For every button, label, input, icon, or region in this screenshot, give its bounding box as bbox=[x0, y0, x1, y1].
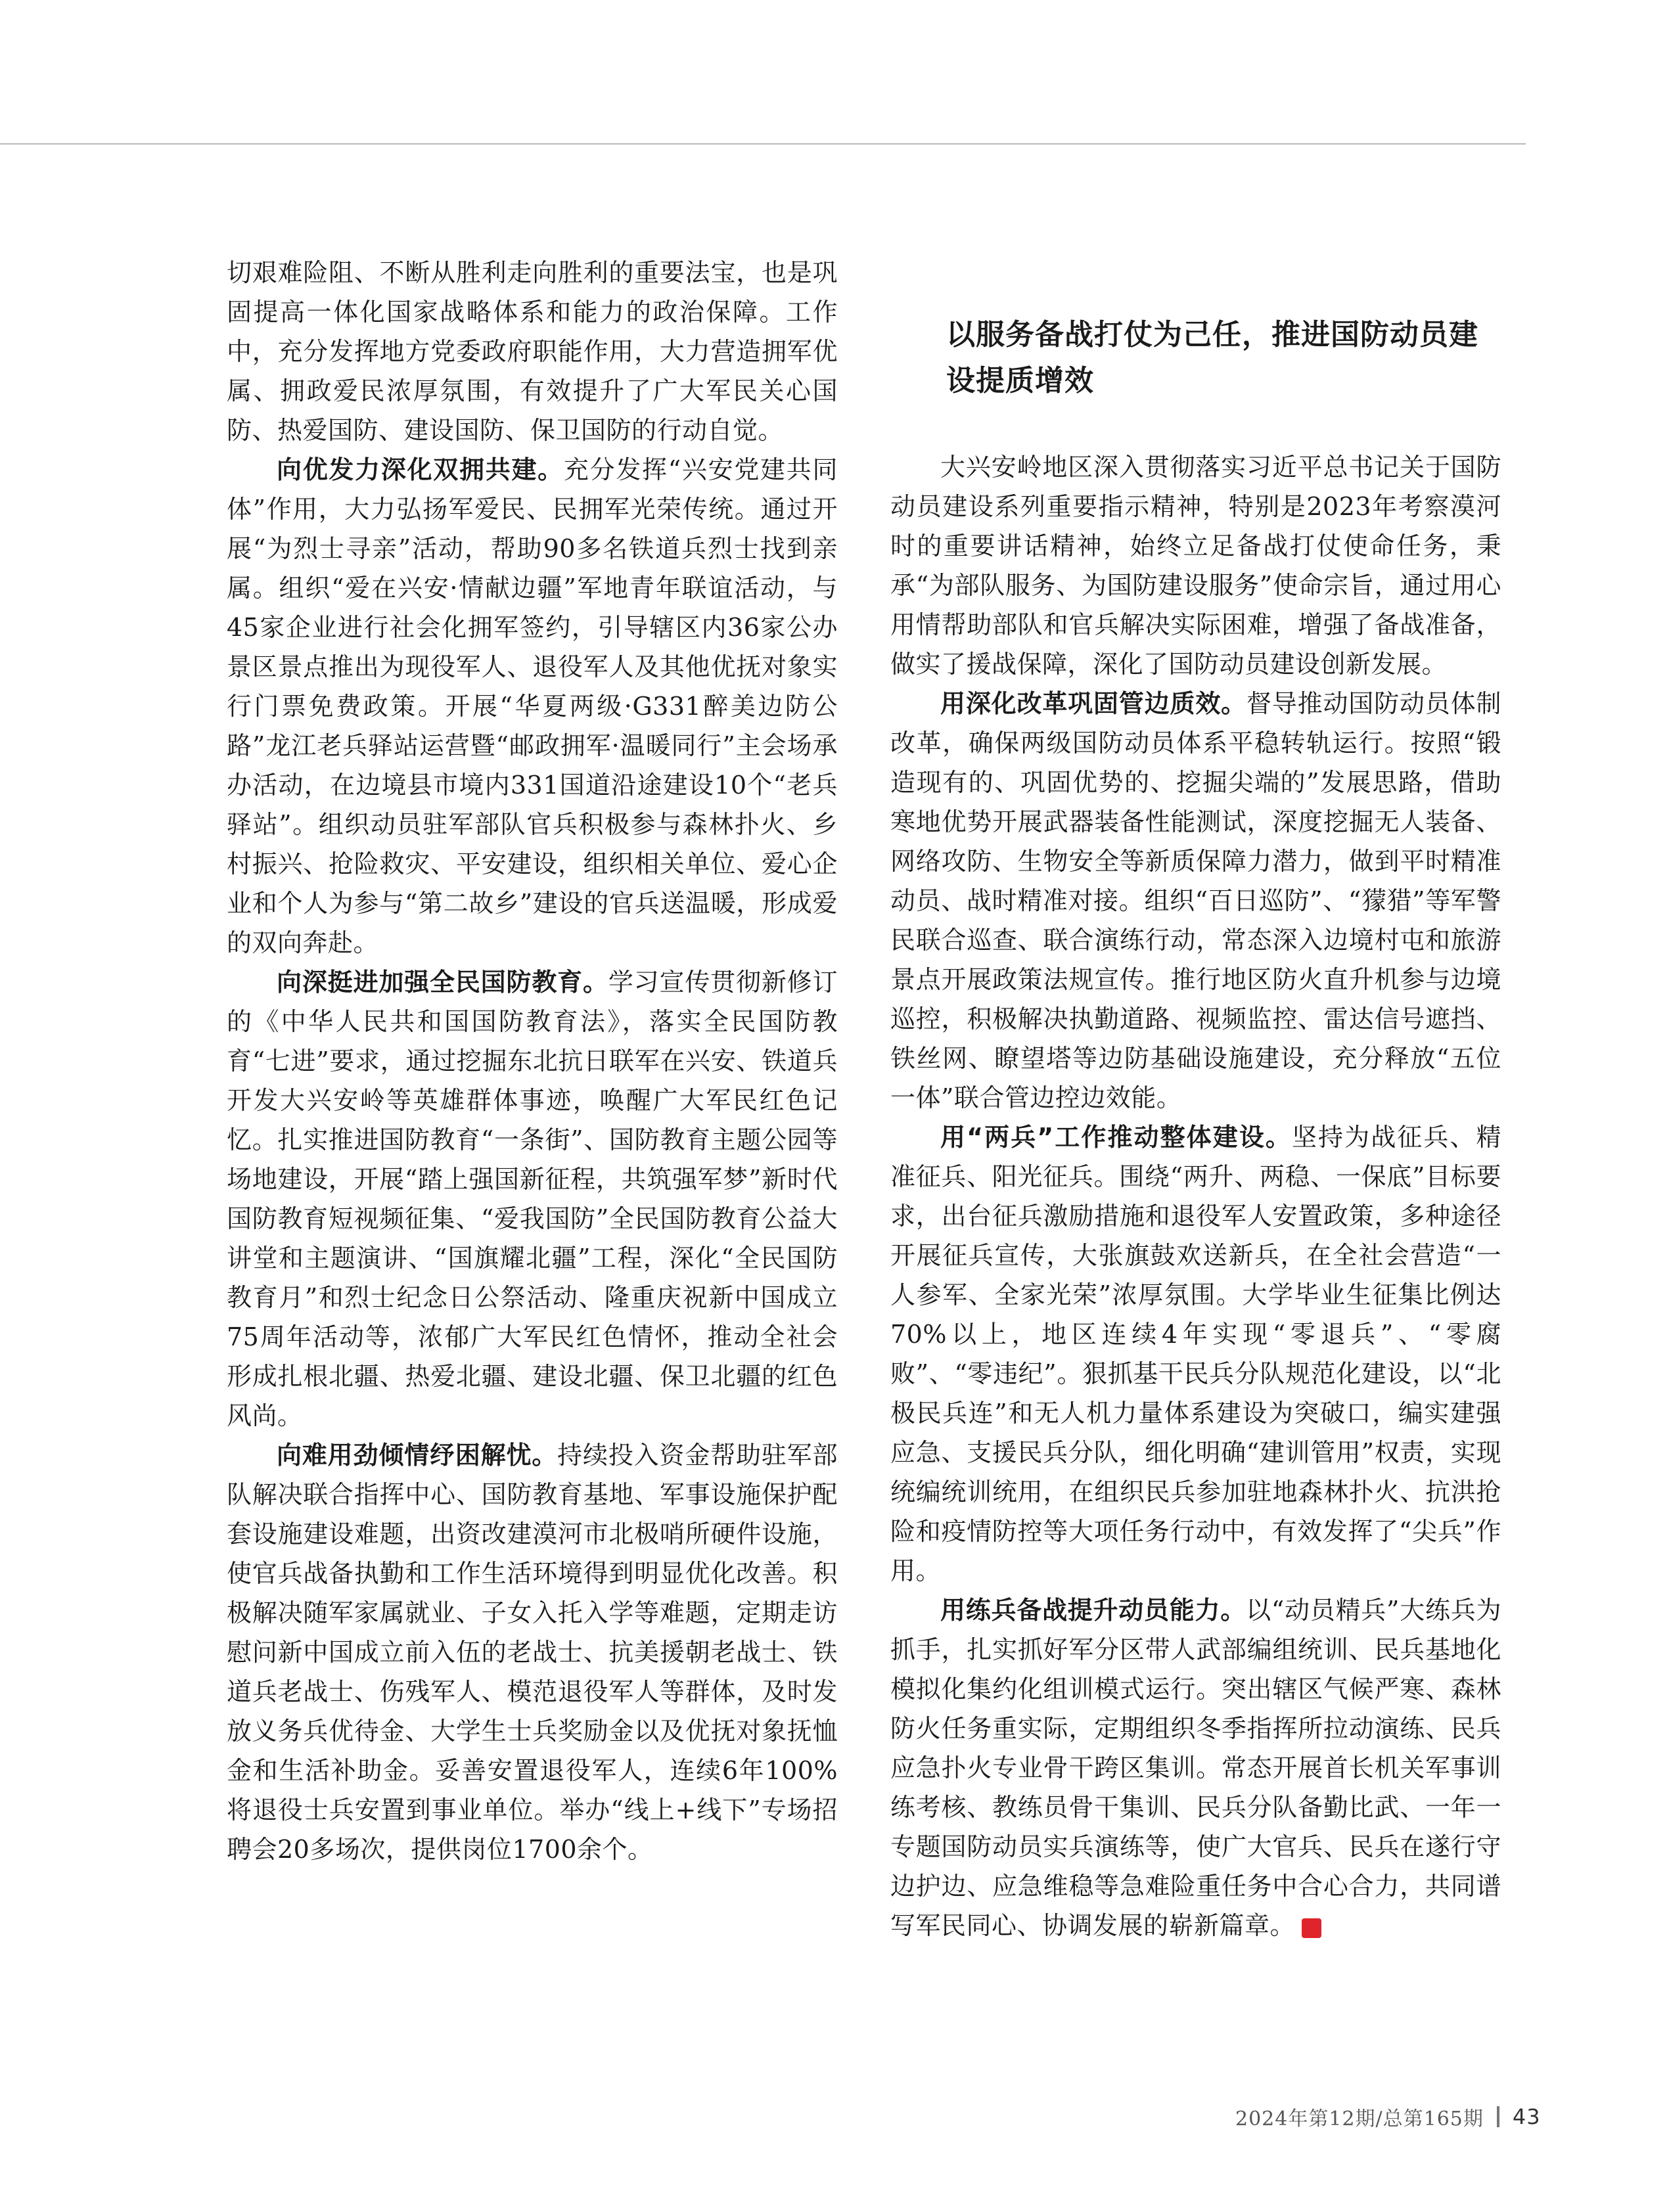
paragraph-lead: 用深化改革巩固管边质效。 bbox=[940, 689, 1246, 718]
paragraph-text: 督导推动国防动员体制改革，确保两级国防动员体系平稳转轨运行。按照“锻造现有的、巩固优势的、挖掘尖端的”发展思路，借助寒地优势开展武器装备性能测试，深度挖掘无人装备、网络攻防、生物安全等新质保障力潜力，做到平时精准动员、战时精准对接。组织“百日巡防”、“獴猎”等军警民联合巡查、联合演练行动，常态深入边境村屯和旅游景点开展政策法规宣传。推行地区防火直升机参与边境巡控，积极解决执勤道路、视频监控、雷达信号遮挡、铁丝网、瞭望塔等边防基础设施建设，充分释放“五位一体”联合管边控边效能。 bbox=[890, 689, 1501, 1112]
paragraph-text: 坚持为战征兵、精准征兵、阳光征兵。围绕“两升、两稳、一保底”目标要求，出台征兵激励措施和退役军人安置政策，多种途径开展征兵宣传，大张旗鼓欢送新兵，在全社会营造“一人参军、全家光荣”浓厚氛围。大学毕业生征集比例达70%以上，地区连续4年实现“零退兵”、“零腐败”、“零违纪”。狠抓基干民兵分队规范化建设，以“北极民兵连”和无人机力量体系建设为突破口，编实建强应急、支援民兵分队，细化明确“建训管用”权责，实现统编统训统用，在组织民兵参加驻地森林扑火、抗洪抢险和疫情防控等大项任务行动中，有效发挥了“尖兵”作用。 bbox=[890, 1123, 1501, 1585]
paragraph bbox=[890, 1117, 1501, 1591]
paragraph-text: 持续投入资金帮助驻军部队解决联合指挥中心、国防教育基地、军事设施保护配套设施建设难题，出资改建漠河市北极哨所硬件设施，使官兵战备执勤和工作生活环境得到明显优化改善。积极解决随军家属就业、子女入托入学等难题，定期走访慰问新中国成立前入伍的老战士、抗美援朝老战士、铁道兵老战士、伤残军人、模范退役军人等群体，及时发放义务兵优待金、大学生士兵奖励金以及优抚对象抚恤金和生活补助金。妥善安置退役军人，连续6年100%将退役士兵安置到事业单位。举办“线上+线下”专场招聘会20多场次，提供岗位1700余个。 bbox=[227, 1441, 838, 1864]
section-heading: 以服务备战打仗为己任，推进国防动员建设提质增效 bbox=[946, 318, 1478, 397]
paragraph bbox=[890, 1591, 1501, 1945]
footer-separator bbox=[1497, 2106, 1499, 2127]
left-column bbox=[227, 253, 838, 1869]
page-footer bbox=[1235, 2102, 1541, 2131]
paragraph-text: 学习宣传贯彻新修订的《中华人民共和国国防教育法》，落实全民国防教育“七进”要求，通过挖掘东北抗日联军在兴安、铁道兵开发大兴安岭等英雄群体事迹，唤醒广大军民红色记忆。扎实推进国防教育“一条街”、国防教育主题公园等场地建设，开展“踏上强国新征程，共筑强军梦”新时代国防教育短视频征集、“爱我国防”全民国防教育公益大讲堂和主题演讲、“国旗耀北疆”工程，深化“全民国防教育月”和烈士纪念日公祭活动、隆重庆祝新中国成立75周年活动等，浓郁广大军民红色情怀，推动全社会形成扎根北疆、热爱北疆、建设北疆、保卫北疆的红色风尚。 bbox=[227, 968, 838, 1430]
paragraph bbox=[227, 962, 838, 1435]
paragraph-lead: 向深挺进加强全民国防教育。 bbox=[277, 968, 608, 997]
paragraph-lead: 向难用劲倾情纾困解忧。 bbox=[277, 1441, 558, 1470]
header-rule bbox=[0, 143, 1526, 145]
paragraph-lead: 向优发力深化双拥共建。 bbox=[277, 455, 564, 484]
issue-label: 2024年第12期/总第165期 bbox=[1235, 2108, 1484, 2131]
page-number: 43 bbox=[1512, 2104, 1541, 2129]
paragraph-lead: 用“两兵”工作推动整体建设。 bbox=[940, 1123, 1292, 1152]
end-mark-icon: G bbox=[1302, 1918, 1321, 1938]
paragraph bbox=[890, 684, 1501, 1117]
paragraph bbox=[227, 450, 838, 962]
right-column bbox=[890, 253, 1501, 1945]
paragraph: 切艰难险阻、不断从胜利走向胜利的重要法宝，也是巩固提高一体化国家战略体系和能力的政治保障。工作中，充分发挥地方党委政府职能作用，大力营造拥军优属、拥政爱民浓厚氛围，有效提升了广大军民关心国防、热爱国防、建设国防、保卫国防的行动自觉。 bbox=[227, 258, 838, 445]
paragraph-text: 以“动员精兵”大练兵为抓手，扎实抓好军分区带人武部编组统训、民兵基地化模拟化集约化组训模式运行。突出辖区气候严寒、森林防火任务重实际，定期组织冬季指挥所拉动演练、民兵应急扑火专业骨干跨区集训。常态开展首长机关军事训练考核、教练员骨干集训、民兵分队备勤比武、一年一专题国防动员实兵演练等，使广大官兵、民兵在遂行守边护边、应急维稳等急难险重任务中合心合力，共同谱写军民同心、协调发展的崭新篇章。 bbox=[890, 1596, 1501, 1940]
paragraph bbox=[227, 1435, 838, 1869]
paragraph-text: 充分发挥“兴安党建共同体”作用，大力弘扬军爱民、民拥军光荣传统。通过开展“为烈士寻亲”活动，帮助90多名铁道兵烈士找到亲属。组织“爱在兴安·情献边疆”军地青年联谊活动，与45家企业进行社会化拥军签约，引导辖区内36家公办景区景点推出为现役军人、退役军人及其他优抚对象实行门票免费政策。开展“华夏两级·G331醉美边防公路”龙江老兵驿站运营暨“邮政拥军·温暖同行”主会场承办活动，在边境县市境内331国道沿途建设10个“老兵驿站”。组织动员驻军部队官兵积极参与森林扑火、乡村振兴、抢险救灾、平安建设，组织相关单位、爱心企业和个人为参与“第二故乡”建设的官兵送温暖，形成爱的双向奔赴。 bbox=[227, 455, 838, 957]
paragraph-lead: 用练兵备战提升动员能力。 bbox=[940, 1596, 1246, 1625]
paragraph: 大兴安岭地区深入贯彻落实习近平总书记关于国防动员建设系列重要指示精神，特别是2023年考察漠河时的重要讲话精神，始终立足备战打仗使命任务，秉承“为部队服务、为国防建设服务”使命宗旨，通过用心用情帮助部队和官兵解决实际困难，增强了备战准备，做实了援战保障，深化了国防动员建设创新发展。 bbox=[890, 453, 1501, 679]
